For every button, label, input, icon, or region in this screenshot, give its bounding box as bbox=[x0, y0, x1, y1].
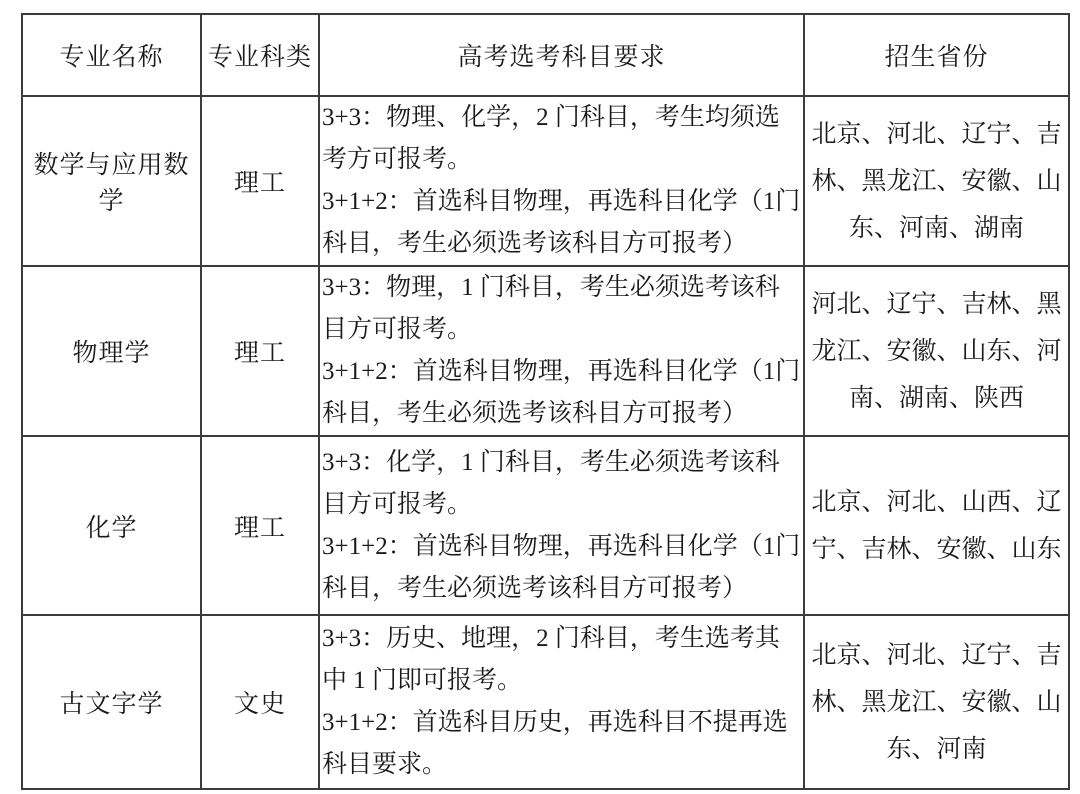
table-row bbox=[22, 96, 1069, 266]
cell-subject-requirements bbox=[319, 615, 804, 789]
requirement-3plus1plus2: 3+1+2：首选科目物理，再选科目化学（1门科目，考生必须选考该科目方可报考） bbox=[322, 532, 801, 602]
requirement-3plus3: 3+3：历史、地理，2 门科目，考生选考其中 1 门即可报考。 bbox=[322, 625, 780, 694]
cell-enrollment-provinces: 北京、河北、山西、辽宁、吉林、安徽、山东 bbox=[804, 436, 1069, 615]
cell-major-name: 数学与应用数学 bbox=[22, 96, 201, 266]
requirement-3plus1plus2: 3+1+2：首选科目物理，再选科目化学（1门科目，考生必须选考该科目方可报考） bbox=[322, 188, 801, 257]
cell-enrollment-provinces: 北京、河北、辽宁、吉林、黑龙江、安徽、山东、河南 bbox=[804, 615, 1069, 789]
admission-requirements-table bbox=[21, 13, 1070, 790]
cell-major-category: 理工 bbox=[201, 436, 319, 615]
cell-major-category: 理工 bbox=[201, 96, 319, 266]
cell-enrollment-provinces: 河北、辽宁、吉林、黑龙江、安徽、山东、河南、湖南、陕西 bbox=[804, 266, 1069, 436]
requirement-3plus1plus2: 3+1+2：首选科目物理，再选科目化学（1门科目，考生必须选考该科目方可报考） bbox=[322, 358, 801, 427]
cell-major-category: 理工 bbox=[201, 266, 319, 436]
header-subject-requirements: 高考选考科目要求 bbox=[319, 14, 804, 96]
table-row bbox=[22, 615, 1069, 789]
table-row bbox=[22, 436, 1069, 615]
requirement-3plus3: 3+3：化学，1 门科目，考生必须选考该科目方可报考。 bbox=[322, 448, 780, 518]
header-enrollment-provinces: 招生省份 bbox=[804, 14, 1069, 96]
table-row bbox=[22, 266, 1069, 436]
header-major-category: 专业科类 bbox=[201, 14, 319, 96]
cell-major-name: 物理学 bbox=[22, 266, 201, 436]
requirement-3plus1plus2: 3+1+2：首选科目历史，再选科目不提再选科目要求。 bbox=[322, 709, 788, 778]
requirement-3plus3: 3+3：物理、化学，2 门科目，考生均须选考方可报考。 bbox=[322, 104, 780, 173]
cell-subject-requirements bbox=[319, 96, 804, 266]
cell-major-name: 化学 bbox=[22, 436, 201, 615]
cell-enrollment-provinces: 北京、河北、辽宁、吉林、黑龙江、安徽、山东、河南、湖南 bbox=[804, 96, 1069, 266]
cell-subject-requirements bbox=[319, 266, 804, 436]
cell-major-name: 古文字学 bbox=[22, 615, 201, 789]
cell-major-category: 文史 bbox=[201, 615, 319, 789]
requirement-3plus3: 3+3：物理，1 门科目，考生必须选考该科目方可报考。 bbox=[322, 274, 780, 343]
cell-subject-requirements bbox=[319, 436, 804, 615]
header-major-name: 专业名称 bbox=[22, 14, 201, 96]
table-header-row bbox=[22, 14, 1069, 96]
